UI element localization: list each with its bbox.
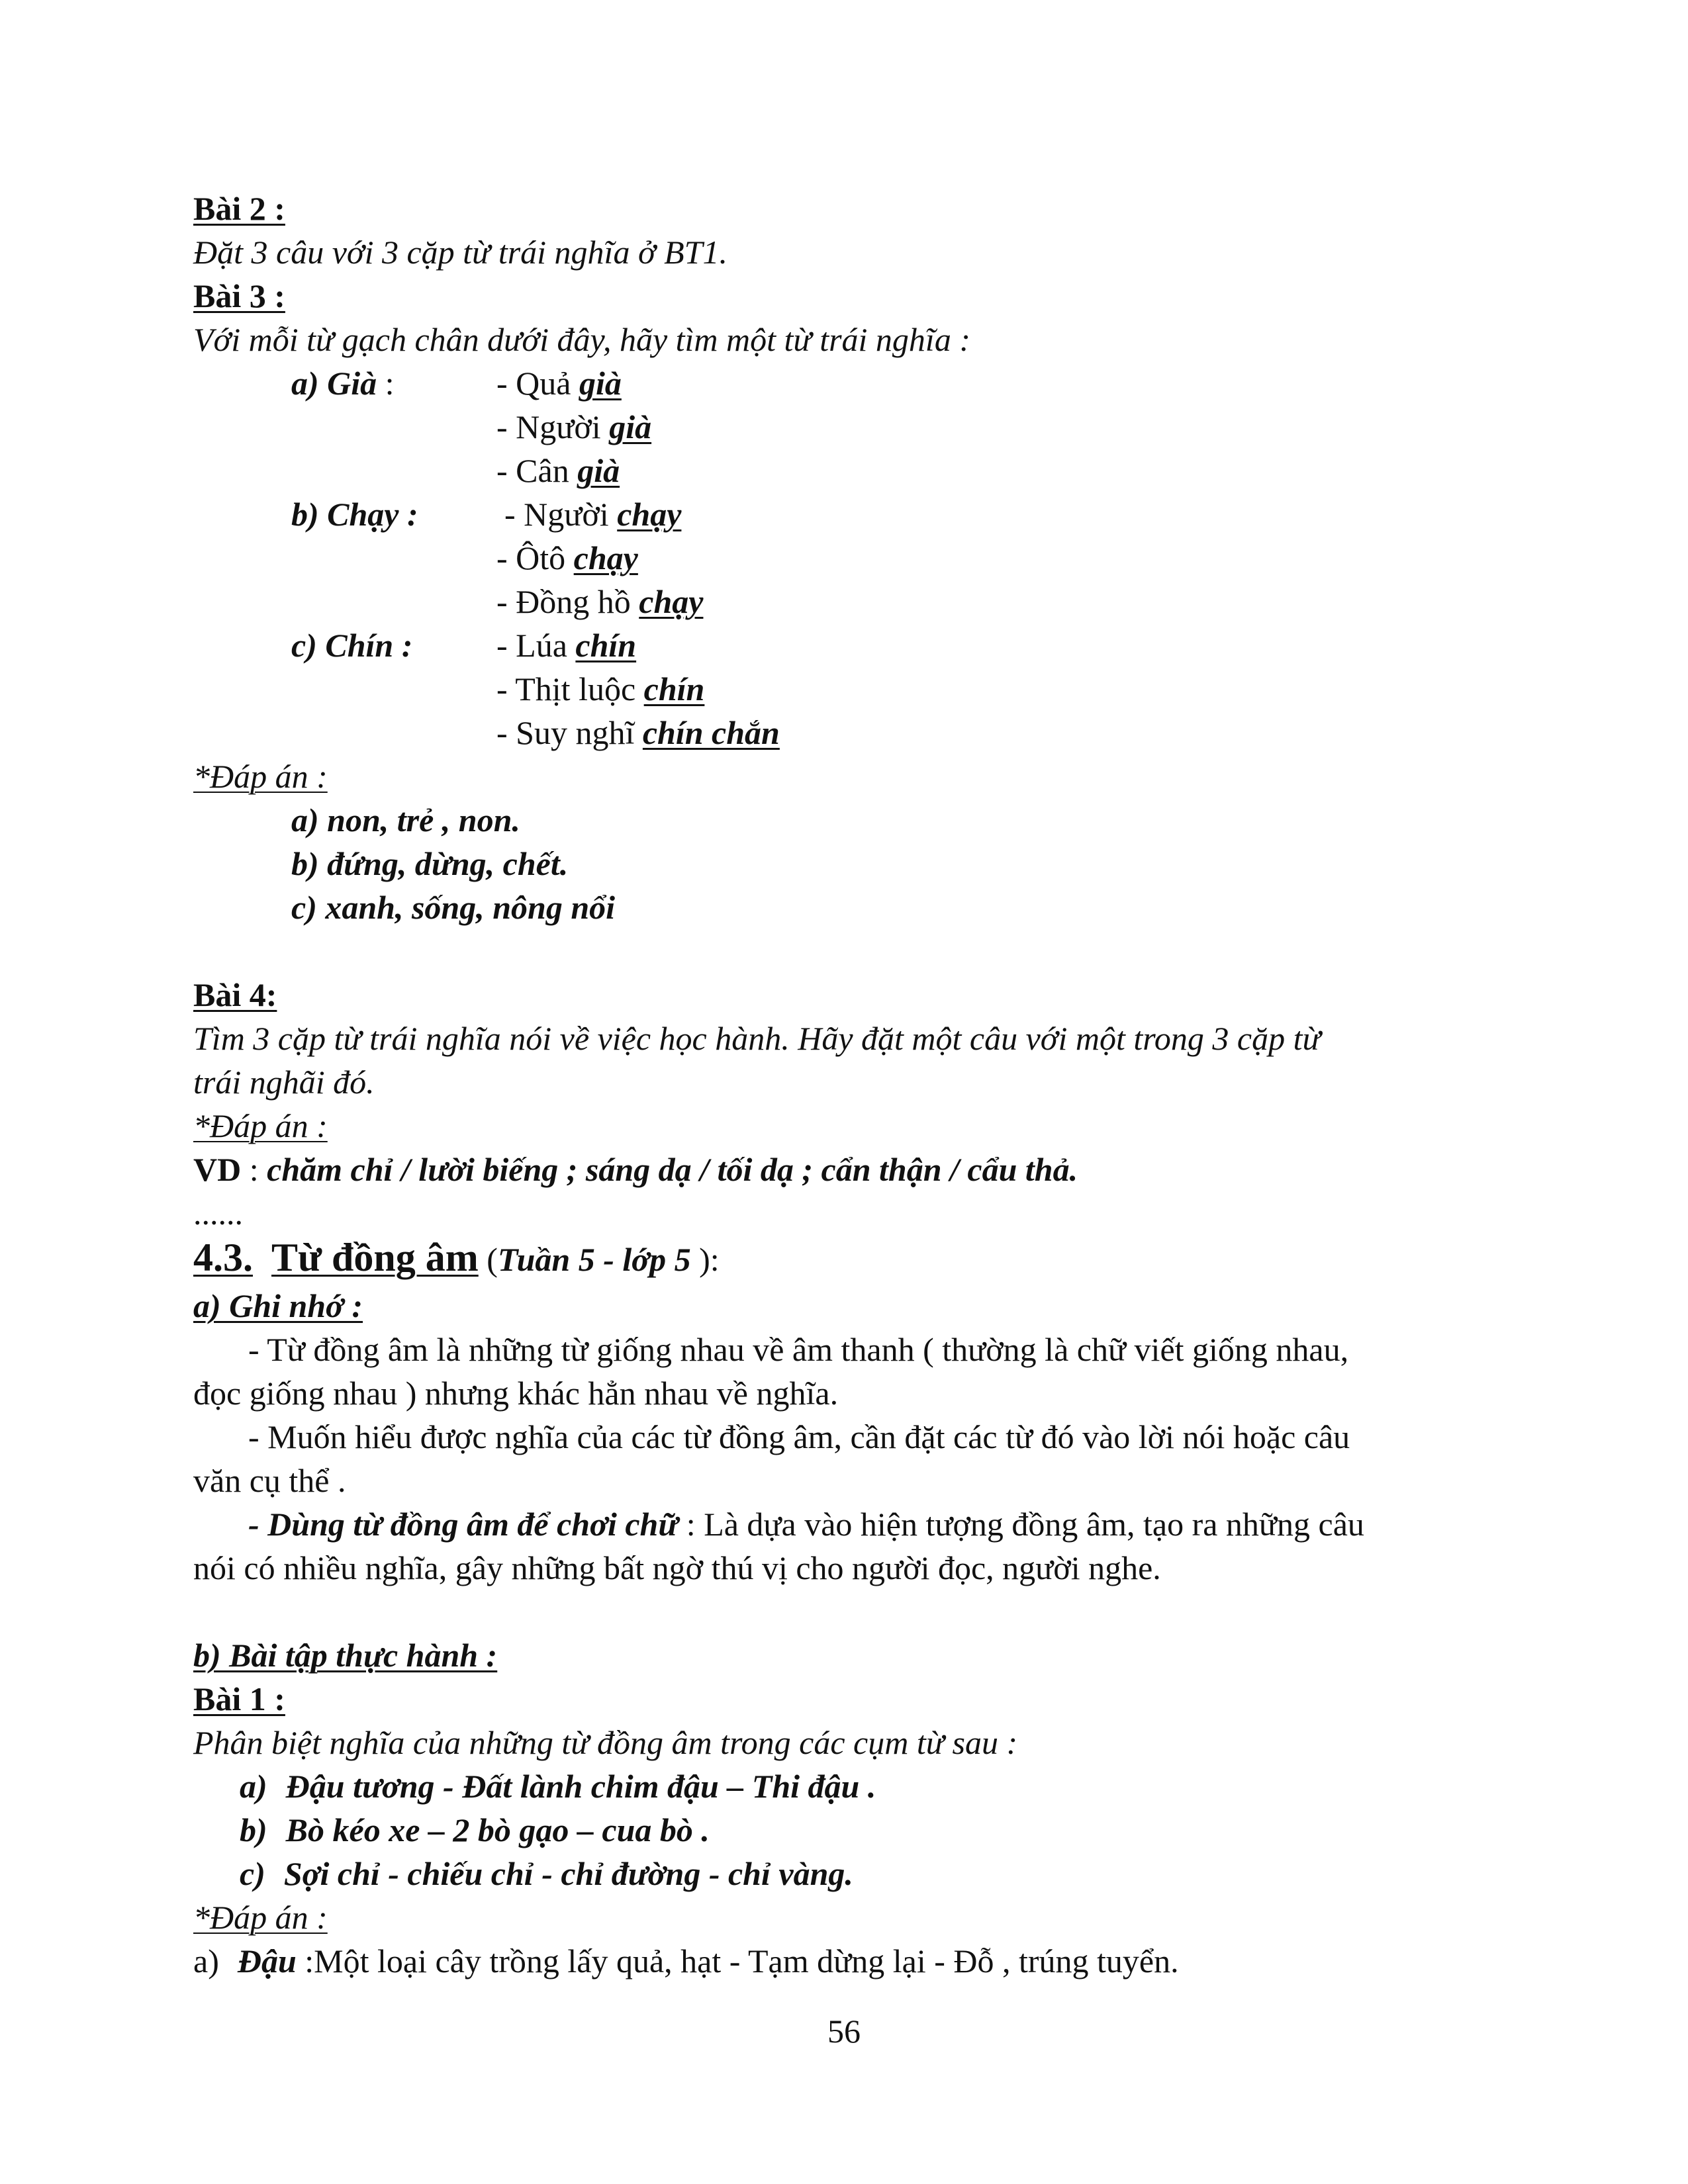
ellipsis: ...... — [193, 1195, 243, 1232]
bai1-item: c) Sợi chỉ - chiếu chỉ - chỉ đường - chỉ vàng. — [240, 1855, 853, 1892]
bai3-answer: a) non, trẻ , non. — [291, 801, 520, 839]
ghi-nho-paragraph: - Muốn hiểu được nghĩa của các từ đồng âm, cần đặt các từ đó vào lời nói hoặc câu — [248, 1418, 1350, 1455]
group-b-label: b) Chạy : — [291, 496, 418, 533]
group-c-item: - Thịt luộc chín — [496, 670, 705, 707]
bai4-text: trái nghãi đó. — [193, 1064, 375, 1101]
group-b-item: - Đồng hồ chạy — [496, 583, 704, 620]
bai1-answer: a) Đậu :Một loại cây trồng lấy quả, hạt - Tạm dừng lại - Đỗ , trúng tuyển. — [193, 1942, 1179, 1979]
bai4-example: VD : chăm chỉ / lười biếng ; sáng dạ / tối dạ ; cẩn thận / cẩu thả. — [193, 1151, 1078, 1188]
ghi-nho-paragraph: - Từ đồng âm là những từ giống nhau về âm thanh ( thường là chữ viết giống nhau, — [248, 1331, 1349, 1368]
bai3-answer: c) xanh, sống, nông nổi — [291, 889, 616, 926]
bai2-text: Đặt 3 câu với 3 cặp từ trái nghĩa ở BT1. — [193, 234, 727, 271]
bai4-text: Tìm 3 cặp từ trái nghĩa nói về việc học hành. Hãy đặt một câu với một trong 3 cặp từ — [193, 1020, 1321, 1057]
ghi-nho-title: a) Ghi nhớ : — [193, 1287, 363, 1324]
ghi-nho-paragraph: nói có nhiều nghĩa, gây những bất ngờ thú vị cho người đọc, người nghe. — [193, 1549, 1161, 1586]
group-a-item: - Quả già — [496, 365, 622, 402]
bai-tap-title: b) Bài tập thực hành : — [193, 1637, 498, 1674]
bai4-answer-label: *Đáp án : — [193, 1107, 328, 1144]
group-b-item: - Ôtô chạy — [496, 539, 638, 576]
bai3-answer: b) đứng, dừng, chết. — [291, 845, 569, 882]
bai4-title: Bài 4: — [193, 976, 277, 1013]
ghi-nho-paragraph: - Dùng từ đồng âm để chơi chữ : Là dựa vào hiện tượng đồng âm, tạo ra những câu — [248, 1506, 1364, 1543]
bai3-title: Bài 3 : — [193, 277, 285, 314]
bai3-text: Với mỗi từ gạch chân dưới đây, hãy tìm một từ trái nghĩa : — [193, 321, 970, 358]
ghi-nho-paragraph: văn cụ thể . — [193, 1462, 346, 1499]
ghi-nho-paragraph: đọc giống nhau ) nhưng khác hẳn nhau về nghĩa. — [193, 1375, 839, 1412]
bai1-title: Bài 1 : — [193, 1680, 285, 1717]
bai1-answer-label: *Đáp án : — [193, 1899, 328, 1936]
group-c-label: c) Chín : — [291, 627, 413, 664]
group-a-label: a) Già : — [291, 365, 395, 402]
bai2-title: Bài 2 : — [193, 190, 285, 227]
bai1-item: b) Bò kéo xe – 2 bò gạo – cua bò . — [240, 1811, 710, 1848]
group-a-item: - Cân già — [496, 452, 620, 489]
group-b-item: - Người chạy — [504, 496, 682, 533]
group-c-item: - Lúa chín — [496, 627, 637, 664]
page-number: 56 — [827, 2013, 861, 2050]
group-c-item: - Suy nghĩ chín chắn — [496, 714, 780, 751]
section-heading: 4.3. Từ đồng âm (Tuần 5 - lớp 5 ): — [193, 1236, 720, 1279]
bai3-answer-label: *Đáp án : — [193, 758, 328, 795]
bai1-item: a) Đậu tương - Đất lành chim đậu – Thi đậu . — [240, 1768, 876, 1805]
group-a-item: - Người già — [496, 408, 652, 445]
bai1-text: Phân biệt nghĩa của những từ đồng âm trong các cụm từ sau : — [193, 1724, 1018, 1761]
